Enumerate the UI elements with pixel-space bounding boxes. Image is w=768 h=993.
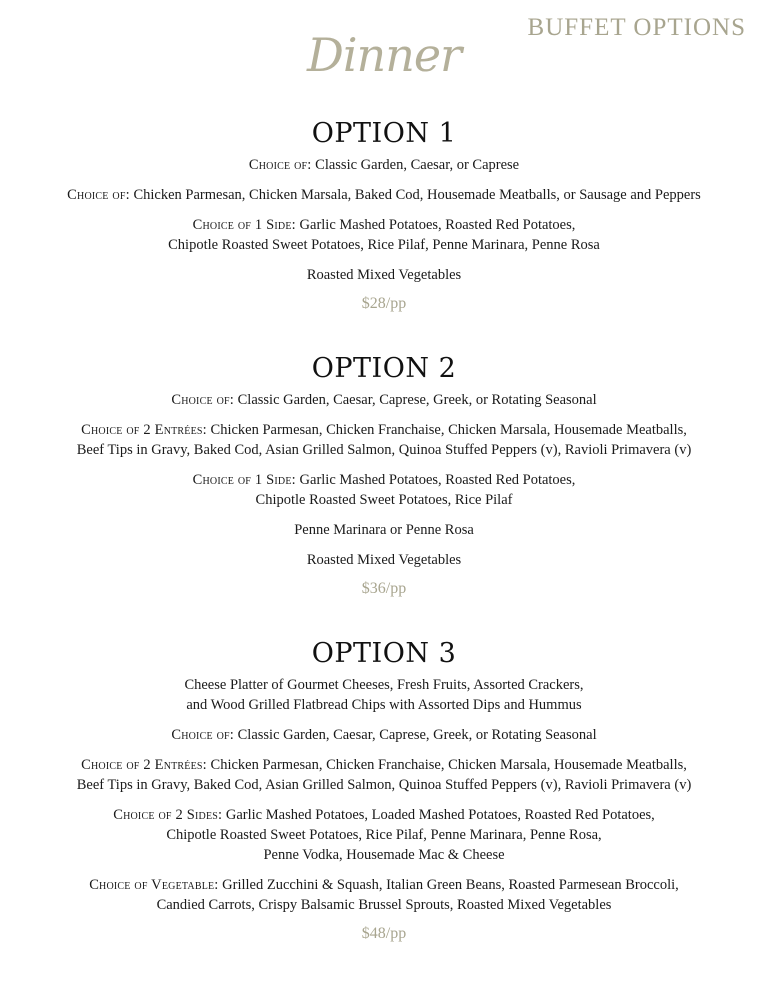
choice-text: Roasted Mixed Vegetables [306,267,462,283]
choice-text-continued: Candied Carrots, Crispy Balsamic Brussel Sprouts, Roasted Mixed Vegetables [156,897,612,913]
menu-line [0,725,768,745]
choice-label: Choice of 1 Side: [192,472,296,488]
buffet-options-label: BUFFET OPTIONS [527,14,746,41]
choice-text: Garlic Mashed Potatoes, Loaded Mashed Potatoes, Roasted Red Potatoes, [222,807,655,823]
choice-text-continued: and Wood Grilled Flatbread Chips with Assorted Dips and Hummus [186,697,582,713]
choice-label: Choice of: [67,187,130,203]
choice-text: Grilled Zucchini & Squash, Italian Green Beans, Roasted Parmesean Broccoli, [218,877,679,893]
choice-text: Garlic Mashed Potatoes, Roasted Red Potatoes, [295,217,576,233]
menu-line [0,755,768,795]
choice-label: Choice of 2 Entrées: [81,757,207,773]
choice-text-continued: Chipotle Roasted Sweet Potatoes, Rice Pilaf, Penne Marinara, Penne Rosa [168,237,600,253]
choice-text-continued: Beef Tips in Gravy, Baked Cod, Asian Grilled Salmon, Quinoa Stuffed Peppers (v), Ravioli Primavera (v) [76,442,692,458]
menu-line [0,875,768,915]
choice-text: Cheese Platter of Gourmet Cheeses, Fresh Fruits, Assorted Crackers, [184,677,584,693]
menu-line [0,155,768,175]
option-title: OPTION 2 [311,353,457,384]
choice-text: Classic Garden, Caesar, Caprese, Greek, or Rotating Seasonal [234,392,597,408]
choice-text-continued: Beef Tips in Gravy, Baked Cod, Asian Grilled Salmon, Quinoa Stuffed Peppers (v), Ravioli Primavera (v) [76,777,692,793]
menu-line [0,805,768,865]
menu-line [0,185,768,205]
choice-text-continued: Chipotle Roasted Sweet Potatoes, Rice Pilaf, Penne Marinara, Penne Rosa, [166,827,602,843]
choice-text-continued: Penne Vodka, Housemade Mac & Cheese [263,847,505,863]
option-title: OPTION 1 [311,118,457,149]
menu-line [0,215,768,255]
choice-text: Chicken Parmesan, Chicken Franchaise, Chicken Marsala, Housemade Meatballs, [206,422,687,438]
choice-text: Chicken Parmesan, Chicken Franchaise, Chicken Marsala, Housemade Meatballs, [206,757,687,773]
menu-line [0,550,768,570]
option-2-section [0,354,768,598]
choice-text-continued: Chipotle Roasted Sweet Potatoes, Rice Pilaf [255,492,513,508]
choice-label: Choice of 2 Entrées: [81,422,207,438]
price: $36/pp [361,580,407,597]
menu-line [0,420,768,460]
choice-label: Choice of 2 Sides: [113,807,223,823]
choice-label: Choice of: [171,727,235,743]
menu-line [0,265,768,285]
menu-line [0,520,768,540]
menu-line [0,390,768,410]
choice-text: Chicken Parmesan, Chicken Marsala, Baked Cod, Housemade Meatballs, or Sausage and Peppers [129,187,701,203]
choice-label: Choice of: [248,157,312,173]
choice-label: Choice of: [171,392,235,408]
choice-text: Classic Garden, Caesar, Caprese, Greek, or Rotating Seasonal [234,727,597,743]
choice-label: Choice of 1 Side: [192,217,296,233]
menu-line [0,470,768,510]
menu-line [0,675,768,715]
choice-text: Classic Garden, Caesar, or Caprese [311,157,520,173]
choice-text: Penne Marinara or Penne Rosa [294,522,474,538]
choice-label: Choice of Vegetable: [89,877,219,893]
option-3-section [0,639,768,943]
option-1-section [0,119,768,313]
choice-text: Garlic Mashed Potatoes, Roasted Red Potatoes, [295,472,576,488]
price: $48/pp [361,925,407,942]
option-title: OPTION 3 [311,638,457,669]
choice-text: Roasted Mixed Vegetables [306,552,462,568]
price: $28/pp [361,295,407,312]
dinner-title: Dinner [306,28,462,82]
